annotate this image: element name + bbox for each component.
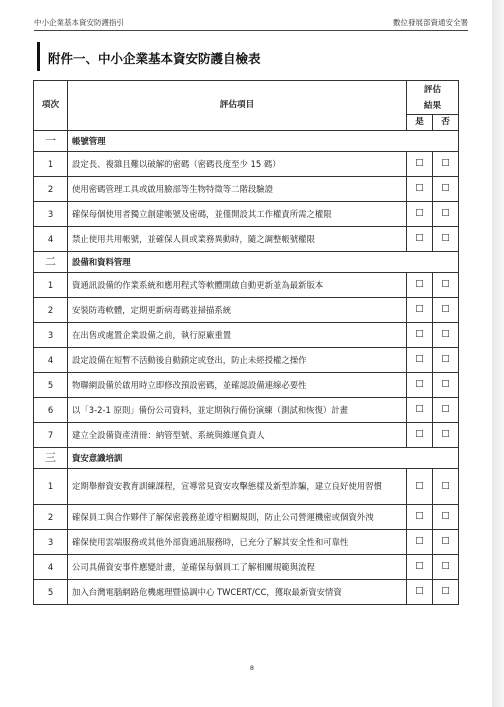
table-row: [34, 273, 459, 298]
yes-checkbox[interactable]: ☐: [407, 298, 433, 323]
item-text: 加入台灣電腦網路危機處理暨協調中心 TWCERT/CC，獲取最新資安情資: [68, 580, 407, 605]
item-number: 1: [34, 273, 68, 298]
table-row: [34, 373, 459, 398]
header-evaluation-item: 評估項目: [68, 81, 407, 131]
header-yes: 是: [407, 115, 433, 131]
item-number: 2: [34, 505, 68, 530]
item-number: 5: [34, 580, 68, 605]
header-left-text: 中小企業基本資安防護指引: [34, 18, 124, 27]
item-text: 禁止使用共用帳號，並確保人員或業務異動時，隨之調整帳號權限: [68, 227, 407, 252]
no-checkbox[interactable]: ☐: [433, 530, 459, 555]
item-number: 4: [34, 555, 68, 580]
yes-checkbox[interactable]: ☐: [407, 373, 433, 398]
item-number: 3: [34, 323, 68, 348]
item-number: 4: [34, 348, 68, 373]
table-row: [34, 227, 459, 252]
item-text: 確保使用雲端服務或其他外部資通訊服務時，已充分了解其安全性和可靠性: [68, 530, 407, 555]
item-number: 1: [34, 469, 68, 505]
yes-checkbox[interactable]: ☐: [407, 273, 433, 298]
table-row: [34, 398, 459, 423]
no-checkbox[interactable]: ☐: [433, 505, 459, 530]
item-text: 物聯網設備於啟用時立即修改預設密碼，並確認設備連線必要性: [68, 373, 407, 398]
item-number: 7: [34, 423, 68, 448]
section-title: 資安意識培訓: [68, 448, 459, 469]
table-row: [34, 323, 459, 348]
yes-checkbox[interactable]: ☐: [407, 177, 433, 202]
section-number: 一: [34, 131, 68, 152]
section-number: 三: [34, 448, 68, 469]
section-row: [34, 131, 459, 152]
no-checkbox[interactable]: ☐: [433, 373, 459, 398]
no-checkbox[interactable]: ☐: [433, 227, 459, 252]
item-text: 安裝防毒軟體，定期更新病毒碼並掃描系統: [68, 298, 407, 323]
item-text: 資通訊設備的作業系統和應用程式等軟體開啟自動更新並為最新版本: [68, 273, 407, 298]
no-checkbox[interactable]: ☐: [433, 555, 459, 580]
no-checkbox[interactable]: ☐: [433, 177, 459, 202]
item-text: 設定長、複雜且難以破解的密碼（密碼長度至少 15 碼）: [68, 152, 407, 177]
table-row: [34, 423, 459, 448]
header-right-text: 數位發展部資通安全署: [393, 18, 468, 27]
item-text: 在出售或處置企業設備之前，執行原廠重置: [68, 323, 407, 348]
table-body: [34, 131, 459, 605]
header-evaluation: 評估: [407, 81, 459, 98]
item-number: 4: [34, 227, 68, 252]
no-checkbox[interactable]: ☐: [433, 423, 459, 448]
header-no: 否: [433, 115, 459, 131]
table-row: [34, 298, 459, 323]
no-checkbox[interactable]: ☐: [433, 348, 459, 373]
yes-checkbox[interactable]: ☐: [407, 152, 433, 177]
page-title: 附件一、中小企業基本資安防護自檢表: [48, 51, 261, 66]
section-number: 二: [34, 252, 68, 273]
item-text: 使用密碼管理工具或啟用臉部等生物特徵等二階段驗證: [68, 177, 407, 202]
item-number: 3: [34, 530, 68, 555]
section-row: [34, 448, 459, 469]
item-number: 2: [34, 177, 68, 202]
yes-checkbox[interactable]: ☐: [407, 580, 433, 605]
no-checkbox[interactable]: ☐: [433, 273, 459, 298]
item-number: 6: [34, 398, 68, 423]
table-row: [34, 202, 459, 227]
table-row: [34, 152, 459, 177]
header-item-no: 項次: [34, 81, 68, 131]
yes-checkbox[interactable]: ☐: [407, 505, 433, 530]
item-text: 建立全設備資產清冊：納管型號、系統與維運負責人: [68, 423, 407, 448]
item-number: 3: [34, 202, 68, 227]
item-text: 以「3-2-1 原則」備份公司資料，並定期執行備份演練（測試和恢復）計畫: [68, 398, 407, 423]
yes-checkbox[interactable]: ☐: [407, 530, 433, 555]
table-row: [34, 530, 459, 555]
item-number: 2: [34, 298, 68, 323]
page-edge-shadow: [492, 0, 504, 707]
header-rule: [34, 30, 468, 31]
header-result: 結果: [407, 98, 459, 115]
title-accent-bar: [37, 42, 40, 71]
section-row: [34, 252, 459, 273]
item-text: 公司具備資安事件應變計畫，並確保每個員工了解相關規範與流程: [68, 555, 407, 580]
yes-checkbox[interactable]: ☐: [407, 423, 433, 448]
item-text: 定期舉辦資安教育訓練課程，宣導常見資安攻擊態樣及新型詐騙，建立良好使用習慣: [68, 469, 407, 505]
yes-checkbox[interactable]: ☐: [407, 469, 433, 505]
no-checkbox[interactable]: ☐: [433, 580, 459, 605]
table-row: [34, 469, 459, 505]
self-check-table: [33, 80, 459, 605]
table-row: [34, 177, 459, 202]
section-title: 帳號管理: [68, 131, 459, 152]
table-row: [34, 580, 459, 605]
table-row: [34, 348, 459, 373]
no-checkbox[interactable]: ☐: [433, 323, 459, 348]
yes-checkbox[interactable]: ☐: [407, 555, 433, 580]
no-checkbox[interactable]: ☐: [433, 152, 459, 177]
item-text: 確保每個使用者獨立創建帳號及密碼，並僅開設其工作權責所需之權限: [68, 202, 407, 227]
no-checkbox[interactable]: ☐: [433, 398, 459, 423]
no-checkbox[interactable]: ☐: [433, 202, 459, 227]
no-checkbox[interactable]: ☐: [433, 298, 459, 323]
yes-checkbox[interactable]: ☐: [407, 323, 433, 348]
item-text: 設定設備在短暫不活動後自動鎖定或登出，防止未經授權之操作: [68, 348, 407, 373]
item-number: 5: [34, 373, 68, 398]
yes-checkbox[interactable]: ☐: [407, 202, 433, 227]
yes-checkbox[interactable]: ☐: [407, 227, 433, 252]
item-number: 1: [34, 152, 68, 177]
page-number: 8: [249, 664, 255, 672]
table-row: [34, 555, 459, 580]
running-header: [34, 17, 468, 28]
no-checkbox[interactable]: ☐: [433, 469, 459, 505]
yes-checkbox[interactable]: ☐: [407, 348, 433, 373]
yes-checkbox[interactable]: ☐: [407, 398, 433, 423]
table-row: [34, 505, 459, 530]
item-text: 確保員工與合作夥伴了解保密義務並遵守相關規則，防止公司營運機密或個資外洩: [68, 505, 407, 530]
section-title: 設備和資料管理: [68, 252, 459, 273]
